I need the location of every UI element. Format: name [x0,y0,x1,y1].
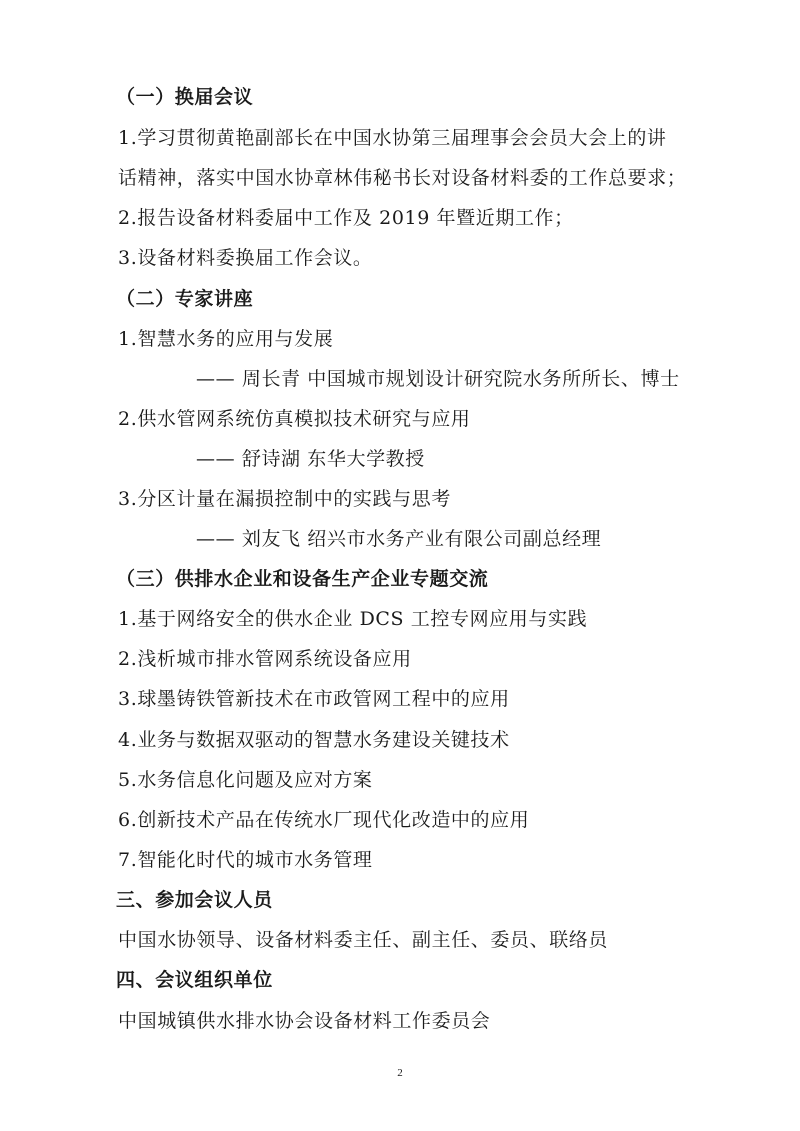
organizer-text: 中国城镇供水排水协会设备材料工作委员会 [118,1010,491,1032]
section-heading-participants: 三、参加会议人员 [116,889,273,911]
lecture-speaker: —— 舒诗湖 东华大学教授 [196,448,425,470]
lecture-title: 3.分区计量在漏损控制中的实践与思考 [118,488,451,510]
list-item: 2.浅析城市排水管网系统设备应用 [118,648,412,670]
list-item: 5.水务信息化问题及应对方案 [118,769,373,791]
section-heading-organizer: 四、会议组织单位 [116,969,273,991]
list-item: 4.业务与数据双驱动的智慧水务建设关键技术 [118,729,510,751]
list-item: 6.创新技术产品在传统水厂现代化改造中的应用 [118,809,530,831]
lecture-title: 1.智慧水务的应用与发展 [118,328,334,350]
lecture-title: 2.供水管网系统仿真模拟技术研究与应用 [118,408,471,430]
list-item: 1.基于网络安全的供水企业 DCS 工控专网应用与实践 [118,608,588,630]
list-item: 7.智能化时代的城市水务管理 [118,849,373,871]
participants-text: 中国水协领导、设备材料委主任、副主任、委员、联络员 [118,929,609,951]
list-item: 2.报告设备材料委届中工作及 2019 年暨近期工作； [118,207,574,229]
section-heading-exchange: （三）供排水企业和设备生产企业专题交流 [116,568,489,590]
list-item: 3.设备材料委换届工作会议。 [118,247,373,269]
list-item: 1.学习贯彻黄艳副部长在中国水协第三届理事会会员大会上的讲 [118,127,667,149]
lecture-speaker: —— 刘友飞 绍兴市水务产业有限公司副总经理 [196,528,602,550]
page-number: 2 [397,1067,403,1079]
list-item: 3.球墨铸铁管新技术在市政管网工程中的应用 [118,688,510,710]
lecture-speaker: —— 周长青 中国城市规划设计研究院水务所所长、博士 [196,368,680,390]
section-heading-reelection: （一）换届会议 [116,86,254,108]
section-heading-lectures: （二）专家讲座 [116,288,254,310]
list-item-continuation: 话精神，落实中国水协章林伟秘书长对设备材料委的工作总要求； [118,167,687,189]
